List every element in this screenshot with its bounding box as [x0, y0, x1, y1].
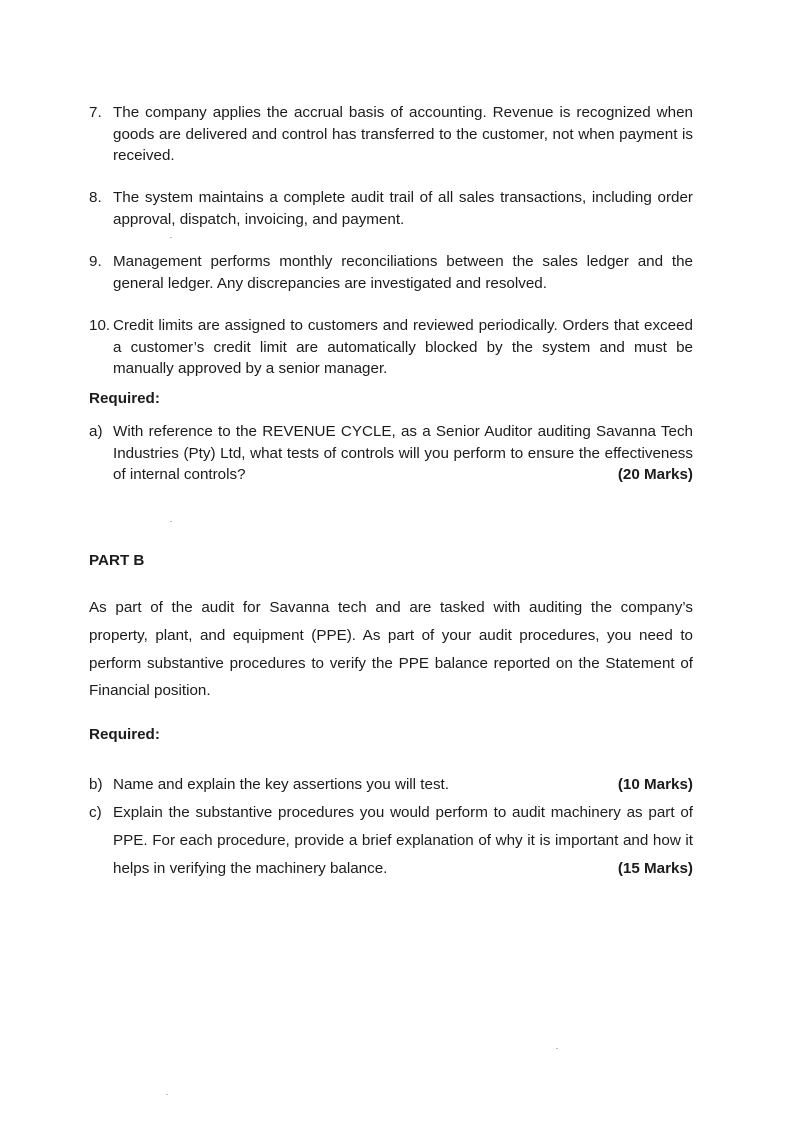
- list-item-number: 7.: [89, 104, 102, 121]
- question-label: a): [89, 423, 103, 440]
- list-item-text: The system maintains a complete audit trail of all sales transactions, including order approval, dispatch, invoicing, and payment.: [113, 189, 693, 228]
- scan-speck: [170, 521, 172, 522]
- marks-badge: (15 Marks): [617, 859, 693, 877]
- list-item-text: Management performs monthly reconciliations between the sales ledger and the general ledger. Any discrepancies are investigated and resolved.: [113, 253, 693, 292]
- question-text: With reference to the REVENUE CYCLE, as a Senior Auditor auditing Savanna Tech Industries (Pty) Ltd, what tests of controls will you perform to ensure the effectiveness of internal controls? (20 Marks): [113, 421, 693, 486]
- scan-speck: [166, 1094, 168, 1095]
- marks-badge: (10 Marks): [617, 776, 693, 793]
- list-item-number: 10.: [89, 317, 111, 334]
- question-b: [89, 771, 693, 799]
- question-label: c): [89, 804, 102, 821]
- list-item-7: [89, 102, 693, 167]
- scan-speck: [556, 1048, 558, 1049]
- list-item-10: [89, 315, 693, 380]
- required-heading-a: Required:: [89, 390, 160, 407]
- question-a: [89, 421, 693, 486]
- question-text: Name and explain the key assertions you will test. (10 Marks): [113, 771, 693, 799]
- list-item-8: [89, 187, 693, 230]
- question-label: b): [89, 776, 103, 793]
- required-heading-b: Required:: [89, 726, 160, 743]
- question-c: [89, 799, 693, 882]
- list-item-number: 9.: [89, 253, 102, 270]
- scan-speck: [170, 237, 172, 238]
- part-b-intro: As part of the audit for Savanna tech and are tasked with auditing the company’s property, plant, and equipment (PPE). As part of your audit procedures, you need to perform substantive procedures to verify the PPE balance reported on the Statement of Financial position.: [89, 599, 693, 700]
- marks-badge: (20 Marks): [617, 466, 693, 483]
- list-item-text: Credit limits are assigned to customers and reviewed periodically. Orders that exceed a customer’s credit limit are automatically blocked by the system and must be manually approved by a senior manager.: [113, 317, 693, 377]
- question-text: Explain the substantive procedures you would perform to audit machinery as part of PPE. For each procedure, provide a brief explanation of why it is important and how it helps in verifying the machinery balance. (15 Marks): [113, 799, 693, 882]
- list-item-text: The company applies the accrual basis of accounting. Revenue is recognized when goods are delivered and control has transferred to the customer, not when payment is received.: [113, 104, 693, 164]
- list-item-9: [89, 251, 693, 294]
- part-b-title: PART B: [89, 552, 145, 569]
- list-item-number: 8.: [89, 189, 102, 206]
